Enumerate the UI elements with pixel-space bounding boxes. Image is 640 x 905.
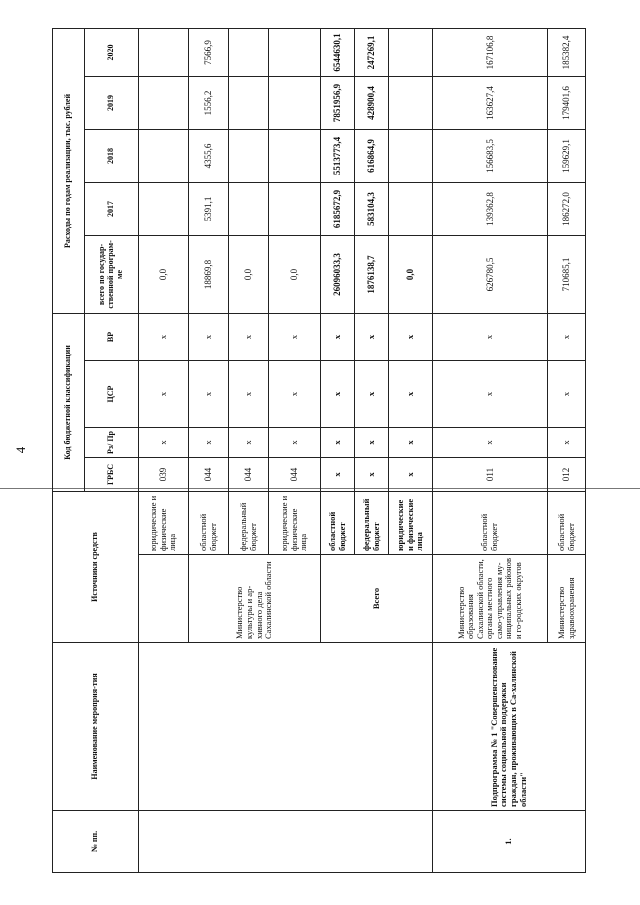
cell-2017 [139, 182, 189, 235]
cell-grbs: х [389, 457, 433, 491]
cell-source: областной бюджет [433, 491, 548, 554]
cell-csr: х [139, 360, 189, 427]
cell-org: Министерство культуры и ар-хивного дела Сахалинской области [189, 555, 321, 643]
cell-csr: х [321, 360, 355, 427]
cell-total: 1876138,7 [355, 235, 389, 313]
col-2017-header: 2017 [85, 182, 139, 235]
cell-vr: х [433, 313, 548, 360]
cell-no: 1. [433, 811, 586, 873]
cell-2019 [389, 76, 433, 129]
cell-rzpr: х [229, 427, 269, 457]
cell-csr: х [355, 360, 389, 427]
cell-2020: 7566,9 [189, 28, 229, 76]
cell-2018: 5513773,4 [321, 129, 355, 182]
col-rzpr-header: Рз/ Пр [85, 427, 139, 457]
cell-rzpr: х [269, 427, 321, 457]
cell-grbs: х [321, 457, 355, 491]
cell-name: Подпрограмма № 1 "Совершенствование системы социальной поддержки граждан, проживающих в Са-халинской области" [433, 643, 586, 811]
cell-org: Министерство здравоохранения [548, 555, 586, 643]
cell-rzpr: х [355, 427, 389, 457]
cell-csr: х [548, 360, 586, 427]
table-row [433, 28, 548, 872]
cell-vr: х [189, 313, 229, 360]
col-2019-header: 2019 [85, 76, 139, 129]
cell-csr: х [189, 360, 229, 427]
cell-2019 [229, 76, 269, 129]
cell-total: 0,0 [389, 235, 433, 313]
cell-rzpr: х [548, 427, 586, 457]
cell-grbs: х [355, 457, 389, 491]
col-vr-header: ВР [85, 313, 139, 360]
cell-rzpr: х [189, 427, 229, 457]
cell-2020: 6544630,1 [321, 28, 355, 76]
cell-2017: 5391,1 [189, 182, 229, 235]
cell-grbs: 011 [433, 457, 548, 491]
cell-source: юридические и физические лица [269, 491, 321, 554]
cell-2018: 616864,9 [355, 129, 389, 182]
cell-csr: х [269, 360, 321, 427]
cell-2019 [269, 76, 321, 129]
budget-table [52, 28, 586, 873]
cell-rzpr: х [433, 427, 548, 457]
cell-2018 [269, 129, 321, 182]
cell-2019: 179401,6 [548, 76, 586, 129]
cell-2017: 186272,0 [548, 182, 586, 235]
cell-vr: х [321, 313, 355, 360]
cell-2020 [139, 28, 189, 76]
cell-grbs: 012 [548, 457, 586, 491]
cell-vr: х [229, 313, 269, 360]
cell-vr: х [269, 313, 321, 360]
cell-2019: 7851956,9 [321, 76, 355, 129]
cell-org-total: Всего [321, 555, 433, 643]
cell-total: 26096033,3 [321, 235, 355, 313]
cell-total: 0,0 [229, 235, 269, 313]
cell-total: 0,0 [139, 235, 189, 313]
cell-grbs: 044 [189, 457, 229, 491]
cell-total: 710685,1 [548, 235, 586, 313]
cell-2019 [139, 76, 189, 129]
cell-2018: 156683,5 [433, 129, 548, 182]
col-budget-code-header: Код бюджетной классификации [53, 313, 85, 491]
cell-rzpr: х [389, 427, 433, 457]
cell-2020: 185382,4 [548, 28, 586, 76]
cell-2020 [389, 28, 433, 76]
rotated-page [52, 29, 585, 873]
cell-2018: 4355,6 [189, 129, 229, 182]
cell-source: юридические и физические лица [389, 491, 433, 554]
cell-rzpr: х [321, 427, 355, 457]
cell-source: областной бюджет [321, 491, 355, 554]
col-no-header: № пп. [53, 811, 139, 873]
cell-2020 [269, 28, 321, 76]
cell-2017: 583104,3 [355, 182, 389, 235]
cell-org: Министерство образования Сахалинской области, органы местного само-управления му-ниципальных районов и го-родских округов [433, 555, 548, 643]
cell-2018: 159629,1 [548, 129, 586, 182]
cell-vr: х [139, 313, 189, 360]
cell-2018 [389, 129, 433, 182]
cell-name [139, 643, 433, 811]
cell-grbs: 044 [269, 457, 321, 491]
cell-org [139, 555, 189, 643]
cell-2019: 428900,4 [355, 76, 389, 129]
cell-2017 [269, 182, 321, 235]
cell-2019: 1556,2 [189, 76, 229, 129]
cell-vr: х [355, 313, 389, 360]
cell-source: федеральный бюджет [229, 491, 269, 554]
col-2020-header: 2020 [85, 28, 139, 76]
cell-2018 [139, 129, 189, 182]
col-grbs-header: ГРБС [85, 457, 139, 491]
cell-total: 0,0 [269, 235, 321, 313]
cell-rzpr: х [139, 427, 189, 457]
cell-csr: х [433, 360, 548, 427]
cell-source: областной бюджет [189, 491, 229, 554]
cell-source: юридические и физические лица [139, 491, 189, 554]
cell-2017 [389, 182, 433, 235]
cell-vr: х [389, 313, 433, 360]
cell-grbs: 039 [139, 457, 189, 491]
cell-grbs: 044 [229, 457, 269, 491]
cell-total: 626780,5 [433, 235, 548, 313]
cell-2017: 139362,8 [433, 182, 548, 235]
cell-total: 18869,8 [189, 235, 229, 313]
cell-2019: 163627,4 [433, 76, 548, 129]
cell-source: федеральный бюджет [355, 491, 389, 554]
page-number: 4 [13, 446, 28, 454]
cell-2017: 6185672,9 [321, 182, 355, 235]
cell-2018 [229, 129, 269, 182]
col-csr-header: ЦСР [85, 360, 139, 427]
cell-2017 [229, 182, 269, 235]
col-2018-header: 2018 [85, 129, 139, 182]
col-expenses-header: Расходы по годам реализации, тыс. рублей [53, 28, 85, 313]
cell-csr: х [389, 360, 433, 427]
col-total-header: всего по государ-ственной програм-ме [85, 235, 139, 313]
cell-vr: х [548, 313, 586, 360]
cell-2020: 167106,8 [433, 28, 548, 76]
header-row-1 [53, 28, 85, 872]
cell-source: областной бюджет [548, 491, 586, 554]
col-name-header: Наименование мероприя-тия [53, 643, 139, 811]
cell-2020: 247269,1 [355, 28, 389, 76]
cell-csr: х [229, 360, 269, 427]
cell-no [139, 811, 433, 873]
cell-2020 [229, 28, 269, 76]
table-row [139, 28, 189, 872]
col-source-header: Источники средств [53, 491, 139, 642]
